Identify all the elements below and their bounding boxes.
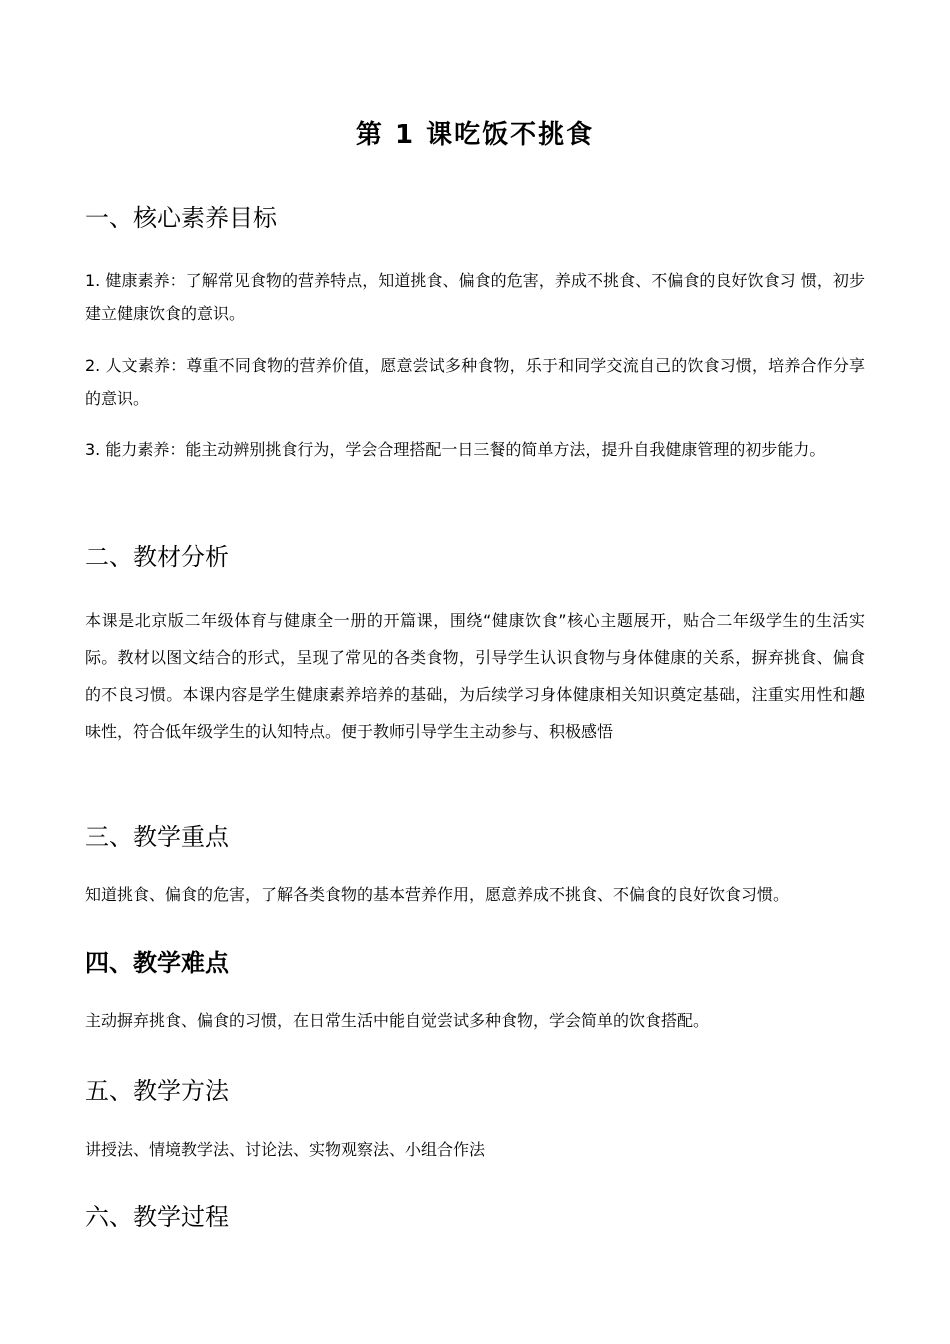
section-heading-key-points: 三、教学重点 xyxy=(85,823,229,851)
section-heading-core-goals: 一、核心素养目标 xyxy=(85,204,277,232)
document-title: 第 1 课吃饭不挑食 xyxy=(355,120,595,150)
goal-item-ability: 3. 能力素养：能主动辨别挑食行为，学会合理搭配一日三餐的简单方法，提升自我健康管理的初步能力。 xyxy=(85,440,826,459)
difficulties-text: 主动摒弃挑食、偏食的习惯，在日常生活中能自觉尝试多种食物，学会简单的饮食搭配。 xyxy=(85,1011,710,1030)
methods-text: 讲授法、情境教学法、讨论法、实物观察法、小组合作法 xyxy=(85,1140,486,1159)
section-heading-textbook-analysis: 二、教材分析 xyxy=(85,543,229,571)
goal-item-humanities: 2. 人文素养：尊重不同食物的营养价值，愿意尝试多种食物，乐于和同学交流自己的饮食习惯，培养合作分享的意识。 xyxy=(85,356,865,408)
goal-item-health: 1. 健康素养：了解常见食物的营养特点，知道挑食、偏食的危害，养成不挑食、不偏食的良好饮食习 惯，初步建立健康饮食的意识。 xyxy=(85,271,865,323)
section-heading-process: 六、教学过程 xyxy=(85,1203,229,1231)
textbook-analysis-text: 本课是北京版二年级体育与健康全一册的开篇课，围绕“健康饮食”核心主题展开，贴合二年级学生的生活实际。教材以图文结合的形式，呈现了常见的各类食物，引导学生认识食物与身体健康的关系，摒弃挑食、偏食的不良习惯。本课内容是学生健康素养培养的基础，为后续学习身体健康相关知识奠定基础，注重实用性和趣味性，符合低年级学生的认知特点。便于教师引导学生主动参与、积极感悟 xyxy=(85,611,865,741)
section-heading-methods: 五、教学方法 xyxy=(85,1077,229,1105)
section-heading-difficulties: 四、教学难点 xyxy=(85,949,229,977)
key-points-text: 知道挑食、偏食的危害，了解各类食物的基本营养作用，愿意养成不挑食、不偏食的良好饮食习惯。 xyxy=(85,885,790,904)
